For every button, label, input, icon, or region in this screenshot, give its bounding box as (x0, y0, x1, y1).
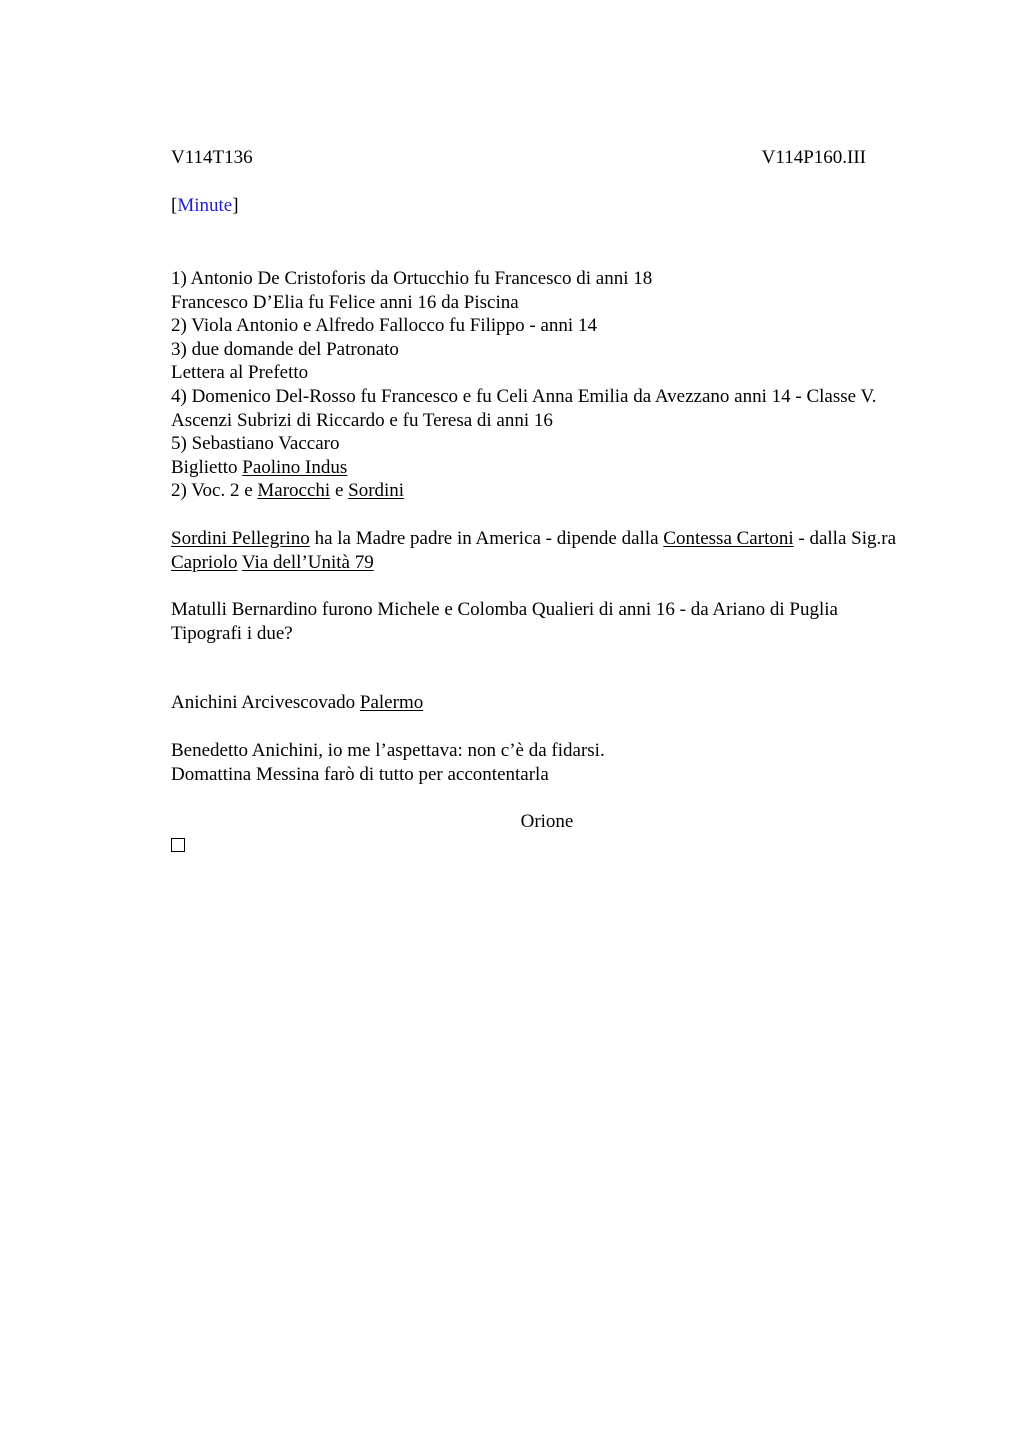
list-item-text: Biglietto (171, 456, 243, 478)
underlined-name: Capriolo (171, 551, 238, 573)
section-label (171, 193, 923, 219)
list-item: 4) Domenico Del-Rosso fu Francesco e fu Celi Anna Emilia da Avezzano anni 14 - Classe V. (171, 385, 877, 407)
list-item: 1) Antonio De Cristoforis da Ortucchio fu Francesco di anni 18 (171, 268, 653, 289)
paragraph-text: Anichini Arcivescovado (171, 692, 360, 714)
paragraph-text: ha la Madre padre in America - dipende dalla (309, 527, 664, 549)
underlined-name: Sordini (348, 480, 405, 502)
document-page (171, 145, 923, 858)
list-item-text: e (330, 480, 349, 502)
document-header (171, 145, 923, 171)
list-item: Francesco D’Elia fu Felice anni 16 da Piscina (171, 291, 519, 313)
paragraph-text: - dalla Sig.ra (793, 527, 896, 549)
paragraph-line: Benedetto Anichini, io me l’aspettava: non c’è da fidarsi. (171, 739, 605, 761)
signature: Orione (520, 811, 574, 833)
list-item (171, 479, 923, 503)
list-item: 2) Viola Antonio e Alfredo Fallocco fu Filippo - anni 14 (171, 315, 597, 337)
left-reference-code: V114T136 (171, 147, 253, 168)
list-item: Ascenzi Subrizi di Riccardo e fu Teresa di anni 16 (171, 409, 553, 431)
paragraph-line: Tipografi i due? (171, 622, 293, 644)
list-item: 3) due domande del Patronato (171, 338, 399, 360)
underlined-name: Contessa Cartoni (663, 527, 794, 549)
bracket-close: ] (232, 195, 239, 216)
notes-list (171, 267, 923, 503)
paragraph-matulli (171, 598, 923, 645)
underlined-address: Via dell’Unità 79 (241, 551, 374, 573)
underlined-name: Sordini Pellegrino (171, 527, 310, 549)
bracket-open: [ (171, 195, 178, 216)
paragraph-line: Domattina Messina farò di tutto per accontentarla (171, 763, 549, 785)
underlined-name: Paolino Indus (242, 456, 348, 478)
paragraph-benedetto (171, 739, 923, 786)
right-reference-code: V114P160.III (761, 147, 866, 168)
underlined-place: Palermo (359, 692, 424, 714)
list-item-text: 2) Voc. 2 e (171, 480, 258, 502)
list-item (171, 456, 923, 480)
underlined-name: Marocchi (257, 480, 331, 502)
paragraph-line: Matulli Bernardino furono Michele e Colomba Qualieri di anni 16 - da Ariano di Puglia (171, 599, 838, 621)
paragraph-sordini (171, 527, 923, 574)
end-marker (171, 834, 923, 858)
minute-link[interactable]: Minute (177, 195, 233, 216)
list-item: 5) Sebastiano Vaccaro (171, 433, 340, 455)
empty-square-icon (171, 838, 185, 852)
paragraph-anichini (171, 691, 923, 715)
list-item: Lettera al Prefetto (171, 362, 309, 384)
